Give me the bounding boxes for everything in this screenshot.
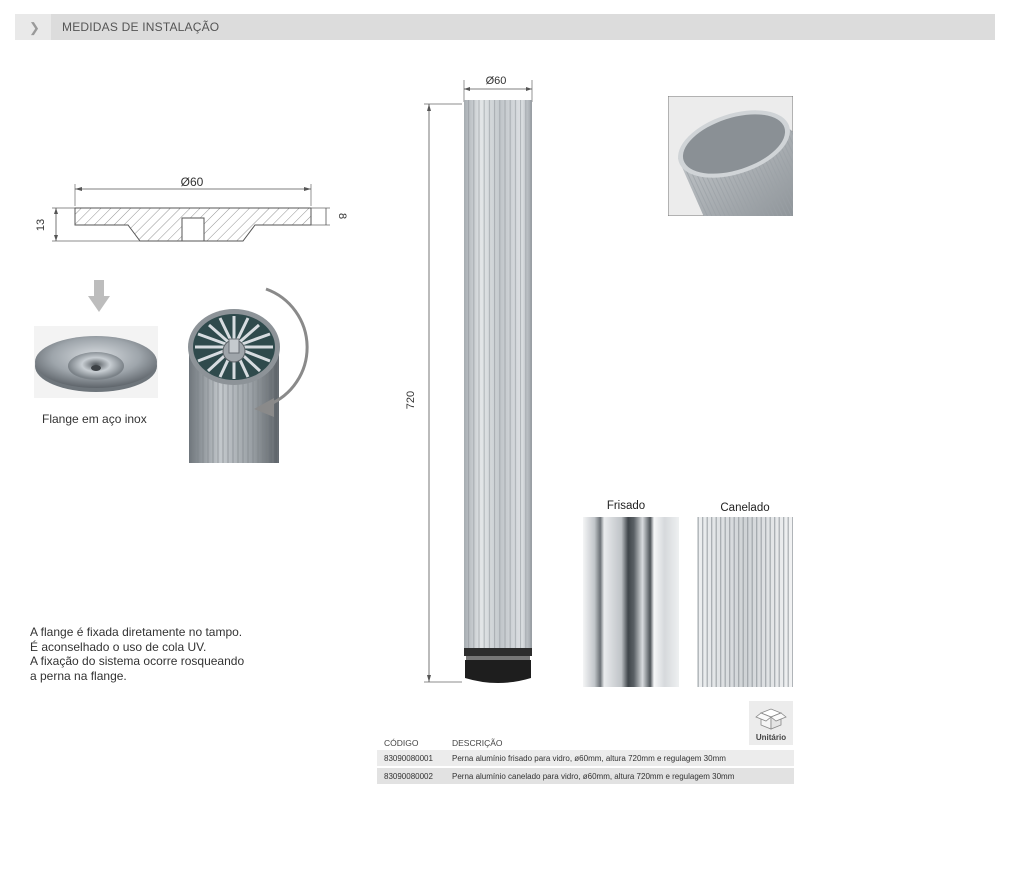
table-row	[377, 750, 794, 766]
row-description: Perna alumínio frisado para vidro, ø60mm, altura 720mm e regulagem 30mm	[452, 754, 726, 763]
description-column-header: DESCRIÇÃO	[452, 738, 503, 748]
frisado-label: Frisado	[606, 500, 646, 512]
leg-technical-drawing	[400, 70, 550, 690]
frisado-swatch	[583, 517, 679, 687]
flange-technical-drawing	[30, 170, 350, 250]
leg-diameter-label: Ø60	[485, 75, 507, 87]
row-description: Perna alumínio canelado para vidro, ø60mm, altura 720mm e regulagem 30mm	[452, 772, 735, 781]
packaging-label: Unitário	[755, 733, 787, 742]
note-line: A flange é fixada diretamente no tampo.	[30, 625, 243, 639]
box-icon	[755, 705, 787, 731]
flange-height-label: 13	[35, 218, 47, 232]
section-header	[15, 14, 995, 40]
row-code: 83090080001	[384, 754, 433, 763]
chevron-box	[15, 14, 51, 40]
flange-caption: Flange em aço inox	[42, 412, 147, 426]
leg-height-label: 720	[405, 390, 417, 410]
chevron-right-icon: ❯	[29, 20, 40, 35]
code-column-header: CÓDIGO	[384, 738, 419, 748]
down-arrow-icon	[86, 280, 112, 314]
canelado-swatch	[697, 517, 793, 687]
product-table	[377, 733, 794, 784]
canelado-label: Canelado	[720, 502, 770, 514]
table-header	[377, 733, 794, 750]
leg-assembly-photo	[182, 285, 330, 467]
table-row	[377, 768, 794, 784]
row-code: 83090080002	[384, 772, 433, 781]
note-line: É aconselhado o uso de cola UV.	[30, 639, 207, 654]
installation-note	[30, 625, 270, 683]
section-title: MEDIDAS DE INSTALAÇÃO	[62, 20, 220, 34]
note-line: a perna na flange.	[30, 668, 127, 683]
flange-photo	[34, 326, 158, 398]
note-line: A fixação do sistema ocorre rosqueando	[30, 654, 245, 668]
flange-thickness-label: 8	[336, 212, 348, 220]
leg-top-photo	[668, 96, 793, 216]
flange-diameter-label: Ø60	[180, 175, 204, 189]
